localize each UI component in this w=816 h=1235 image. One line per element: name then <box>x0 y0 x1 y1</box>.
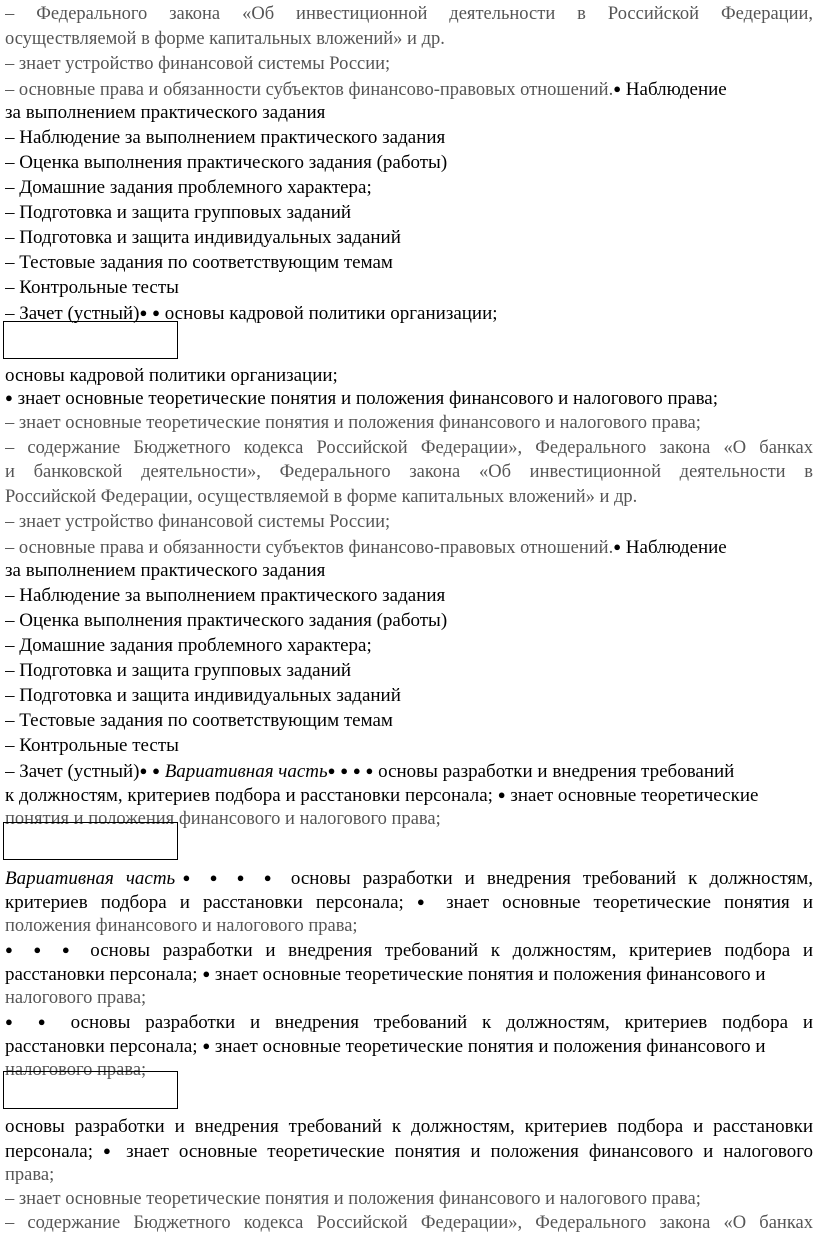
text-line: – содержание Бюджетного кодекса Российской Федерации», Федерального закона «О банках <box>5 1213 813 1233</box>
list-item: – Домашние задания проблемного характера; <box>5 177 372 198</box>
empty-box <box>3 321 178 359</box>
list-item: – Тестовые задания по соответствующим темам <box>5 252 393 273</box>
list-item: – Контрольные тесты <box>5 735 179 756</box>
empty-box <box>3 1071 178 1109</box>
list-item: – Оценка выполнения практического задания (работы) <box>5 152 448 173</box>
list-item: – Оценка выполнения практического задания (работы) <box>5 610 448 631</box>
text-line: основы разработки и внедрения требований к должностям, критериев подбора и расстановки <box>5 1116 813 1137</box>
list-item: – Наблюдение за выполнением практического задания <box>5 127 446 148</box>
list-item: – Подготовка и защита индивидуальных заданий <box>5 685 401 706</box>
text-line: Российской Федерации, осуществляемой в форме капитальных вложений» и др. <box>5 487 638 507</box>
text-line: за выполнением практического задания <box>5 560 326 581</box>
text-line: – основные права и обязанности субъектов финансово-правовых отношений.● Наблюдение <box>5 537 727 558</box>
text-line: ● ● ● основы разработки и внедрения требований к должностям, критериев подбора и <box>5 940 813 961</box>
list-item: – Подготовка и защита индивидуальных заданий <box>5 227 401 248</box>
text-line: к должностям, критериев подбора и расстановки персонала; ● знает основные теоретические <box>5 785 759 806</box>
text-line: критериев подбора и расстановки персонала; ● знает основные теоретические понятия и <box>5 892 813 913</box>
list-item: – Домашние задания проблемного характера; <box>5 635 372 656</box>
text-line: положения финансового и налогового права; <box>5 916 358 936</box>
text-line: – Федерального закона «Об инвестиционной деятельности в Российской Федерации, <box>5 4 813 24</box>
text-line: ● ● основы разработки и внедрения требований к должностям, критериев подбора и <box>5 1012 813 1033</box>
text-line: за выполнением практического задания <box>5 102 326 123</box>
text-line: налогового права; <box>5 1060 147 1080</box>
empty-box <box>3 822 178 860</box>
text-line: налогового права; <box>5 988 147 1008</box>
text-line: – знает основные теоретические понятия и положения финансового и налогового права; <box>5 413 701 433</box>
text-line: понятия и положения финансового и налогового права; <box>5 809 441 829</box>
text-line: – содержание Бюджетного кодекса Российской Федерации», Федерального закона «О банках <box>5 438 813 458</box>
text-line: – знает устройство финансовой системы России; <box>5 512 391 532</box>
text-line: – знает основные теоретические понятия и положения финансового и налогового права; <box>5 1189 701 1209</box>
text-line: ● знает основные теоретические понятия и положения финансового и налогового права; <box>5 388 719 409</box>
text-line: основы кадровой политики организации; <box>5 365 338 386</box>
list-item: – Подготовка и защита групповых заданий <box>5 202 352 223</box>
text-line: и банковской деятельности», Федерального закона «Об инвестиционной деятельности в <box>5 462 813 482</box>
text-line: расстановки персонала; ● знает основные теоретические понятия и положения финансового и <box>5 964 766 985</box>
text-line: – знает устройство финансовой системы России; <box>5 54 391 74</box>
text-line: осуществляемой в форме капитальных вложений» и др. <box>5 29 445 49</box>
list-item: – Контрольные тесты <box>5 277 179 298</box>
list-item: – Тестовые задания по соответствующим темам <box>5 710 393 731</box>
text-line: – основные права и обязанности субъектов финансово-правовых отношений.● Наблюдение <box>5 79 727 100</box>
list-item: – Зачет (устный)● ● Вариативная часть● ● ● ● основы разработки и внедрения требований <box>5 761 735 782</box>
text-line: права; <box>5 1165 55 1185</box>
text-line: персонала; ● знает основные теоретические понятия и положения финансового и налогового <box>5 1141 813 1162</box>
list-item: – Подготовка и защита групповых заданий <box>5 660 352 681</box>
text-line: расстановки персонала; ● знает основные теоретические понятия и положения финансового и <box>5 1036 766 1057</box>
text-line: Вариативная часть● ● ● ● основы разработки и внедрения требований к должностям, <box>5 868 813 889</box>
list-item: – Наблюдение за выполнением практического задания <box>5 585 446 606</box>
list-item: – Зачет (устный)● ● основы кадровой политики организации; <box>5 303 498 324</box>
